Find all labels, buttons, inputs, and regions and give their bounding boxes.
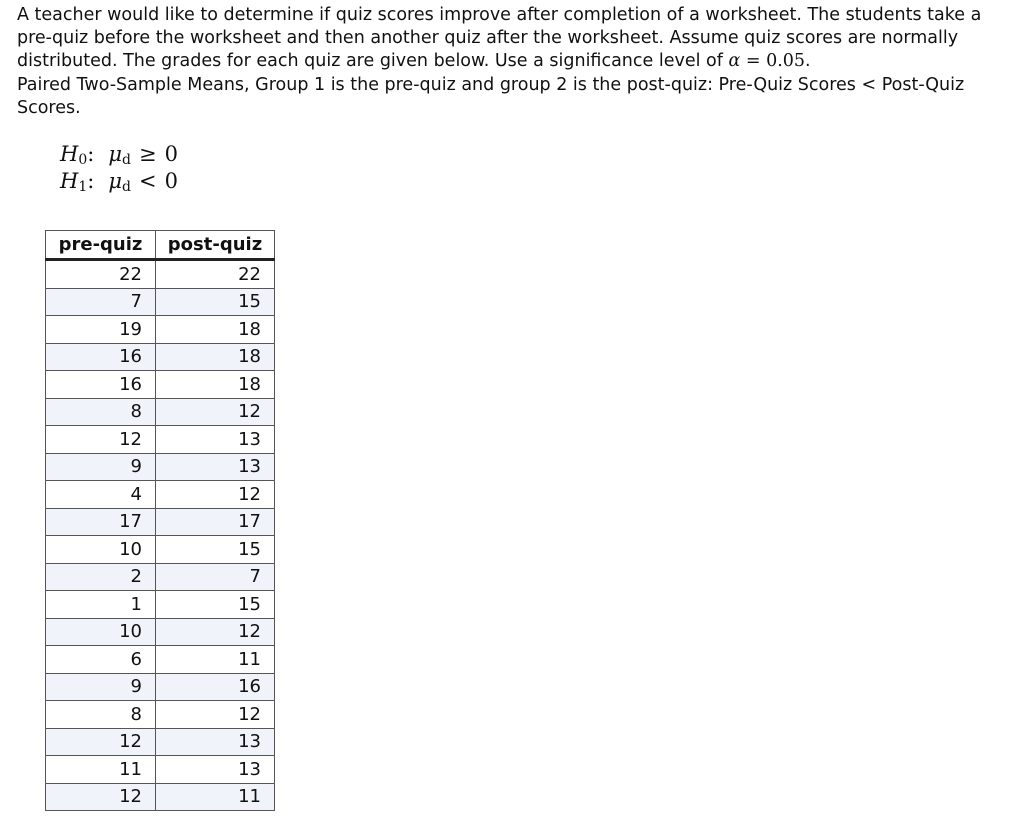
quiz-scores-table (45, 230, 275, 811)
pre-quiz-cell: 19 (46, 316, 156, 344)
post-quiz-cell: 17 (156, 508, 275, 536)
post-quiz-cell: 15 (156, 288, 275, 316)
pre-quiz-cell: 9 (46, 673, 156, 701)
post-quiz-cell: 11 (156, 783, 275, 811)
pre-quiz-cell: 1 (46, 591, 156, 619)
post-quiz-cell: 12 (156, 618, 275, 646)
table-row (46, 673, 275, 701)
post-quiz-cell: 15 (156, 591, 275, 619)
table-row (46, 591, 275, 619)
table-row (46, 481, 275, 509)
hypotheses (60, 141, 178, 195)
table-row (46, 398, 275, 426)
table-row (46, 316, 275, 344)
alpha-symbol: α (728, 51, 741, 72)
pre-quiz-cell: 17 (46, 508, 156, 536)
post-quiz-cell: 15 (156, 536, 275, 564)
alpha-value: 0.05 (766, 51, 806, 72)
table-row (46, 728, 275, 756)
pre-quiz-cell: 12 (46, 783, 156, 811)
post-quiz-cell: 13 (156, 453, 275, 481)
post-quiz-cell: 16 (156, 673, 275, 701)
header-post-quiz: post-quiz (156, 231, 275, 260)
pre-quiz-cell: 6 (46, 646, 156, 674)
pre-quiz-cell: 8 (46, 701, 156, 729)
problem-text-part3: Paired Two-Sample Means, Group 1 is the pre-quiz and group 2 is the post-quiz: Pre-Quiz Scores < Post-Quiz Scores. (17, 74, 965, 118)
problem-statement (17, 4, 1012, 120)
table-row (46, 453, 275, 481)
pre-quiz-cell: 11 (46, 756, 156, 784)
pre-quiz-cell: 10 (46, 536, 156, 564)
pre-quiz-cell: 2 (46, 563, 156, 591)
alpha-equals: = (740, 51, 767, 72)
problem-text-part2: . (805, 51, 811, 72)
post-quiz-cell: 11 (156, 646, 275, 674)
table-row (46, 756, 275, 784)
table-header-row (46, 231, 275, 260)
table-row (46, 783, 275, 811)
problem-text-part1: A teacher would like to determine if quiz scores improve after completion of a worksheet. The students take a pre-quiz before the worksheet and then another quiz after the worksheet. Assume quiz scores are normally distributed. The grades for each quiz are given below. Use a significance level of (17, 5, 982, 72)
post-quiz-cell: 18 (156, 343, 275, 371)
table-row (46, 371, 275, 399)
post-quiz-cell: 13 (156, 426, 275, 454)
table-row (46, 260, 275, 289)
pre-quiz-cell: 9 (46, 453, 156, 481)
table-body (46, 260, 275, 811)
post-quiz-cell: 18 (156, 316, 275, 344)
table-row (46, 646, 275, 674)
table-row (46, 426, 275, 454)
post-quiz-cell: 13 (156, 728, 275, 756)
post-quiz-cell: 12 (156, 398, 275, 426)
null-hypothesis: $H_0$: $\mu_d \ge 0$ (60, 142, 178, 168)
pre-quiz-cell: 8 (46, 398, 156, 426)
post-quiz-cell: 18 (156, 371, 275, 399)
table-row (46, 288, 275, 316)
header-pre-quiz: pre-quiz (46, 231, 156, 260)
post-quiz-cell: 22 (156, 260, 275, 289)
post-quiz-cell: 13 (156, 756, 275, 784)
table-row (46, 343, 275, 371)
pre-quiz-cell: 16 (46, 343, 156, 371)
alternative-hypothesis: $H_1$: $\mu_d < 0$ (60, 169, 178, 195)
pre-quiz-cell: 12 (46, 728, 156, 756)
table-row (46, 563, 275, 591)
pre-quiz-cell: 16 (46, 371, 156, 399)
post-quiz-cell: 7 (156, 563, 275, 591)
table-row (46, 536, 275, 564)
pre-quiz-cell: 10 (46, 618, 156, 646)
pre-quiz-cell: 4 (46, 481, 156, 509)
table-row (46, 508, 275, 536)
pre-quiz-cell: 12 (46, 426, 156, 454)
post-quiz-cell: 12 (156, 481, 275, 509)
post-quiz-cell: 12 (156, 701, 275, 729)
pre-quiz-cell: 7 (46, 288, 156, 316)
table-row (46, 618, 275, 646)
table-row (46, 701, 275, 729)
pre-quiz-cell: 22 (46, 260, 156, 289)
